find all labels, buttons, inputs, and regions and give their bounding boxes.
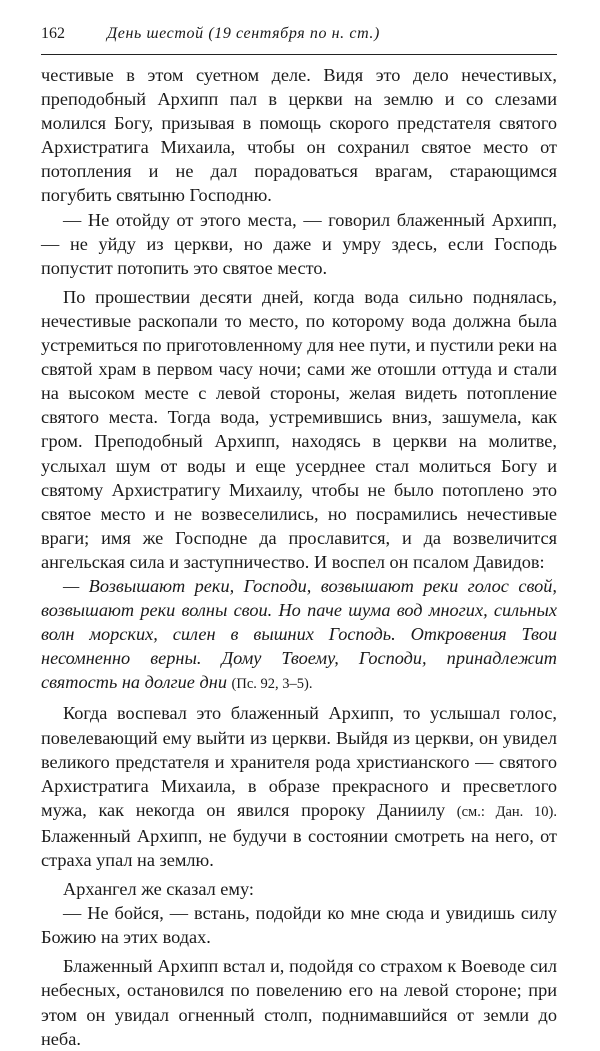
psalm-quote: — Возвышают реки, Господи, возвышают реки голос свой, возвышают реки волны свои. Но паче шума вод многих, сильных волн морских, силен в вышних Господь. Откровения Твои несомненно верны. Дому Твоему, Господи, принадлежит святость на долгие дни: [41, 575, 557, 693]
page-number: 162: [41, 25, 65, 42]
paragraph-text: Блаженный Архипп, не будучи в состоянии смотреть на него, от страха упал на землю.: [41, 825, 557, 870]
header-rule: [41, 54, 557, 55]
book-page: [41, 25, 557, 1051]
paragraph-text: Когда воспевал это блаженный Архипп, то услышал голос, повелевающий ему выйти из церкви. Выйдя из церкви, он увидел великого предстателя и хранителя рода христианского — святого Архистратига Михаила, в образе прекрасного и пресветлого мужа, как некогда он явился пророку Даниилу: [41, 703, 557, 820]
running-title: День шестой (19 сентября по н. ст.): [107, 25, 380, 42]
paragraph: — Не отойду от этого места, — говорил блаженный Архипп, — не уйду из церкви, но даже и умру здесь, если Господь попустит потопить это святое место.: [41, 209, 557, 278]
paragraph: [41, 701, 557, 872]
scripture-reference: (см.: Дан. 10).: [456, 803, 557, 820]
paragraph: По прошествии десяти дней, когда вода сильно поднялась, нечестивые раскопали то место, по которому вода должна была устремиться по приготовленному для нее пути, и пустили реки на святой храм в первом часу ночи; сами же отошли оттуда и стали на высоком месте с левой стороны, желая видеть потопление святого места. Тогда вода, устремившись вниз, зашумела, как гром. Преподобный Архипп, находясь в церкви на молитве, услыхал шум от воды и еще усерднее стал молиться Богу и святому Архистратигу Михаилу, чтобы не было потоплено это святое место и не возвеселились, но посрамились нечестивые враги; имя же Господне да прославится, и да возвеличится ангельская сила и заступничество. И воспел он псалом Давидов:: [41, 286, 557, 572]
paragraph: Архангел же сказал ему:: [63, 879, 254, 900]
body-text: [41, 63, 557, 1051]
paragraph: — Не бойся, — встань, подойди ко мне сюда и увидишь силу Божию на этих водах.: [41, 903, 557, 948]
running-header: [41, 25, 557, 51]
paragraph: честивые в этом суетном деле. Видя это дело нечестивых, преподобный Архипп пал в церкви на землю и со слезами молился Богу, призывая в помощь скорого предстателя святого Архистратига Михаила, чтобы он сохранил святое место от потопления и не дал порадоваться врагам, старающимся погубить святыню Господню.: [41, 65, 557, 206]
scripture-reference: (Пс. 92, 3–5).: [231, 676, 313, 693]
psalm-quote-paragraph: [41, 574, 557, 696]
paragraph: Блаженный Архипп встал и, подойдя со страхом к Воеводе сил небесных, остановился по повелению его на левой стороне; при этом он увидал огненный столп, поднимавшийся от земли до неба.: [41, 956, 557, 1049]
